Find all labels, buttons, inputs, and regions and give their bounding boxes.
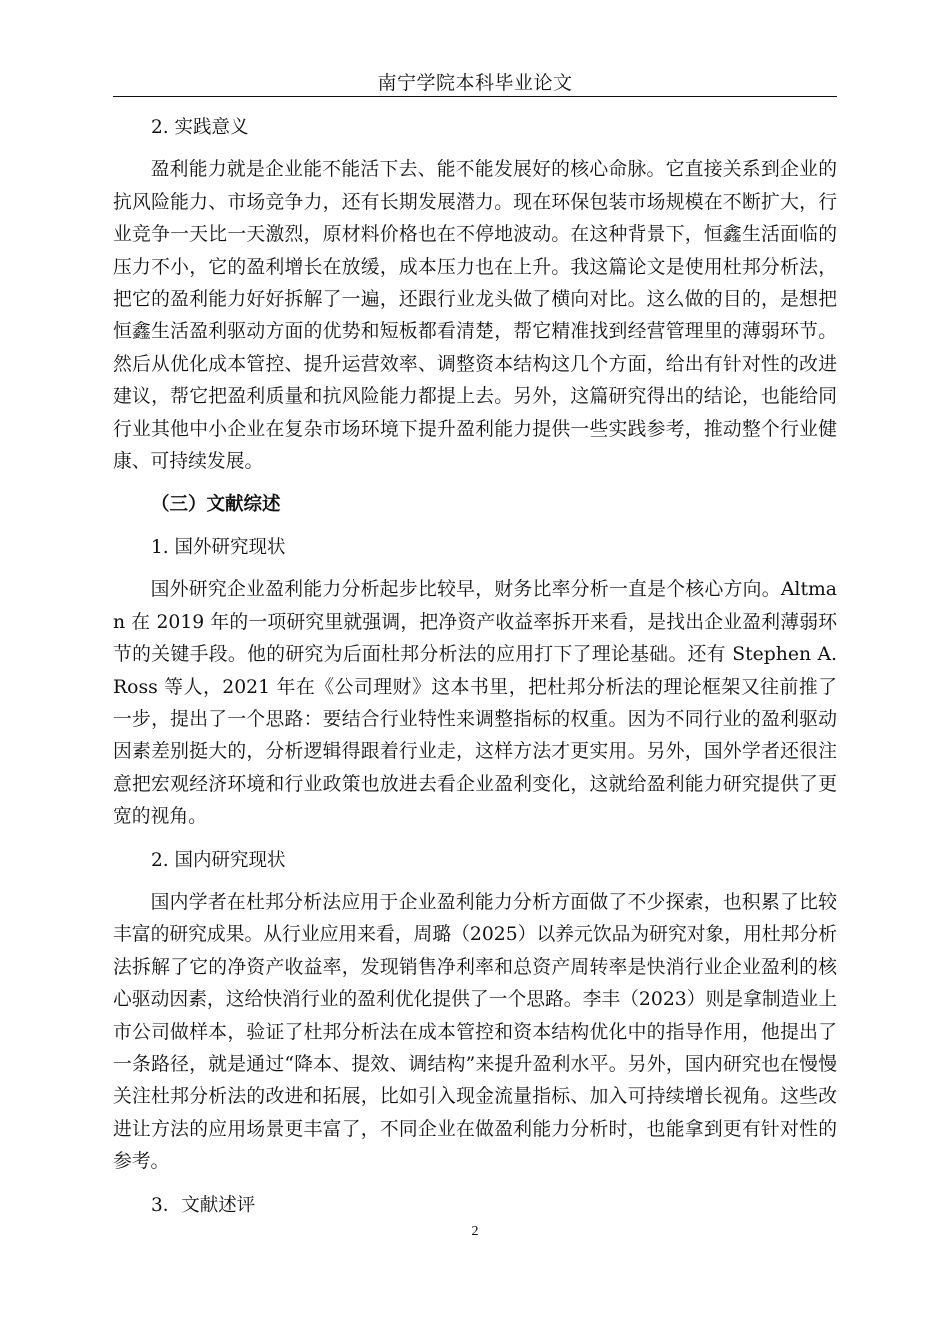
paragraph-domestic-research: 国内学者在杜邦分析法应用于企业盈利能力分析方面做了不少探索，也积累了比较丰富的研究成果。从行业应用来看，周璐（2025）以养元饮品为研究对象，用杜邦分析法拆解了它的净资产收益率，发现销售净利率和总资产周转率是快消行业企业盈利的核心驱动因素，这给快消行业的盈利优化提供了一个思路。李丰（2023）则是拿制造业上市公司做样本，验证了杜邦分析法在成本管控和资本结构优化中的指导作用，他提出了一条路径，就是通过“降本、提效、调结构”来提升盈利水平。另外，国内研究也在慢慢关注杜邦分析法的改进和拓展，比如引入现金流量指标、加入可持续增长视角。这些改进让方法的应用场景更丰富了，不同企业在做盈利能力分析时，也能拿到更有针对性的参考。 xyxy=(113,891,837,1173)
heading-domestic-research: 2. 国内研究现状 xyxy=(151,849,286,871)
heading-foreign-research: 1. 国外研究现状 xyxy=(151,536,286,558)
paragraph-foreign-research: 国外研究企业盈利能力分析起步比较早，财务比率分析一直是个核心方向。Altman 在 2019 年的一项研究里就强调，把净资产收益率拆开来看，是找出企业盈利薄弱环节的关键手段。他的研究为后面杜邦分析法的应用打下了理论基础。还有 Stephen A. Ross 等人，2021 年在《公司理财》这本书里，把杜邦分析法的理论框架又往前推了一步，提出了一个思路：要结合行业特性来调整指标的权重。因为不同行业的盈利驱动因素差别挺大的，分析逻辑得跟着行业走，这样方法才更实用。另外，国外学者还很注意把宏观经济环境和行业政策也放进去看企业盈利变化，这就给盈利能力研究提供了更宽的视角。 xyxy=(113,579,837,828)
heading-practical-significance: 2. 实践意义 xyxy=(151,117,249,138)
paragraph-practical-significance: 盈利能力就是企业能不能活下去、能不能发展好的核心命脉。它直接关系到企业的抗风险能力、市场竞争力，还有长期发展潜力。现在环保包装市场规模在不断扩大，行业竞争一天比一天激烈，原材料价格也在不停地波动。在这种背景下，恒鑫生活面临的压力不小，它的盈利增长在放缓，成本压力也在上升。我这篇论文是使用杜邦分析法，把它的盈利能力好好拆解了一遍，还跟行业龙头做了横向对比。这么做的目的，是想把恒鑫生活盈利驱动方面的优势和短板都看清楚，帮它精准找到经营管理里的薄弱环节。然后从优化成本管控、提升运营效率、调整资本结构这几个方面，给出有针对性的改进建议，帮它把盈利质量和抗风险能力都提上去。另外，这篇研究得出的结论，也能给同行业其他中小企业在复杂市场环境下提升盈利能力提供一些实践参考，推动整个行业健康、可持续发展。 xyxy=(113,159,837,473)
heading-literature-commentary: 3．文献述评 xyxy=(151,1194,256,1216)
heading-literature-review: （三）文献综述 xyxy=(151,494,281,516)
running-header: 南宁学院本科毕业论文 xyxy=(377,72,573,94)
body-content xyxy=(113,112,837,1222)
page-number: 2 xyxy=(471,1224,479,1239)
header-divider xyxy=(113,96,837,97)
